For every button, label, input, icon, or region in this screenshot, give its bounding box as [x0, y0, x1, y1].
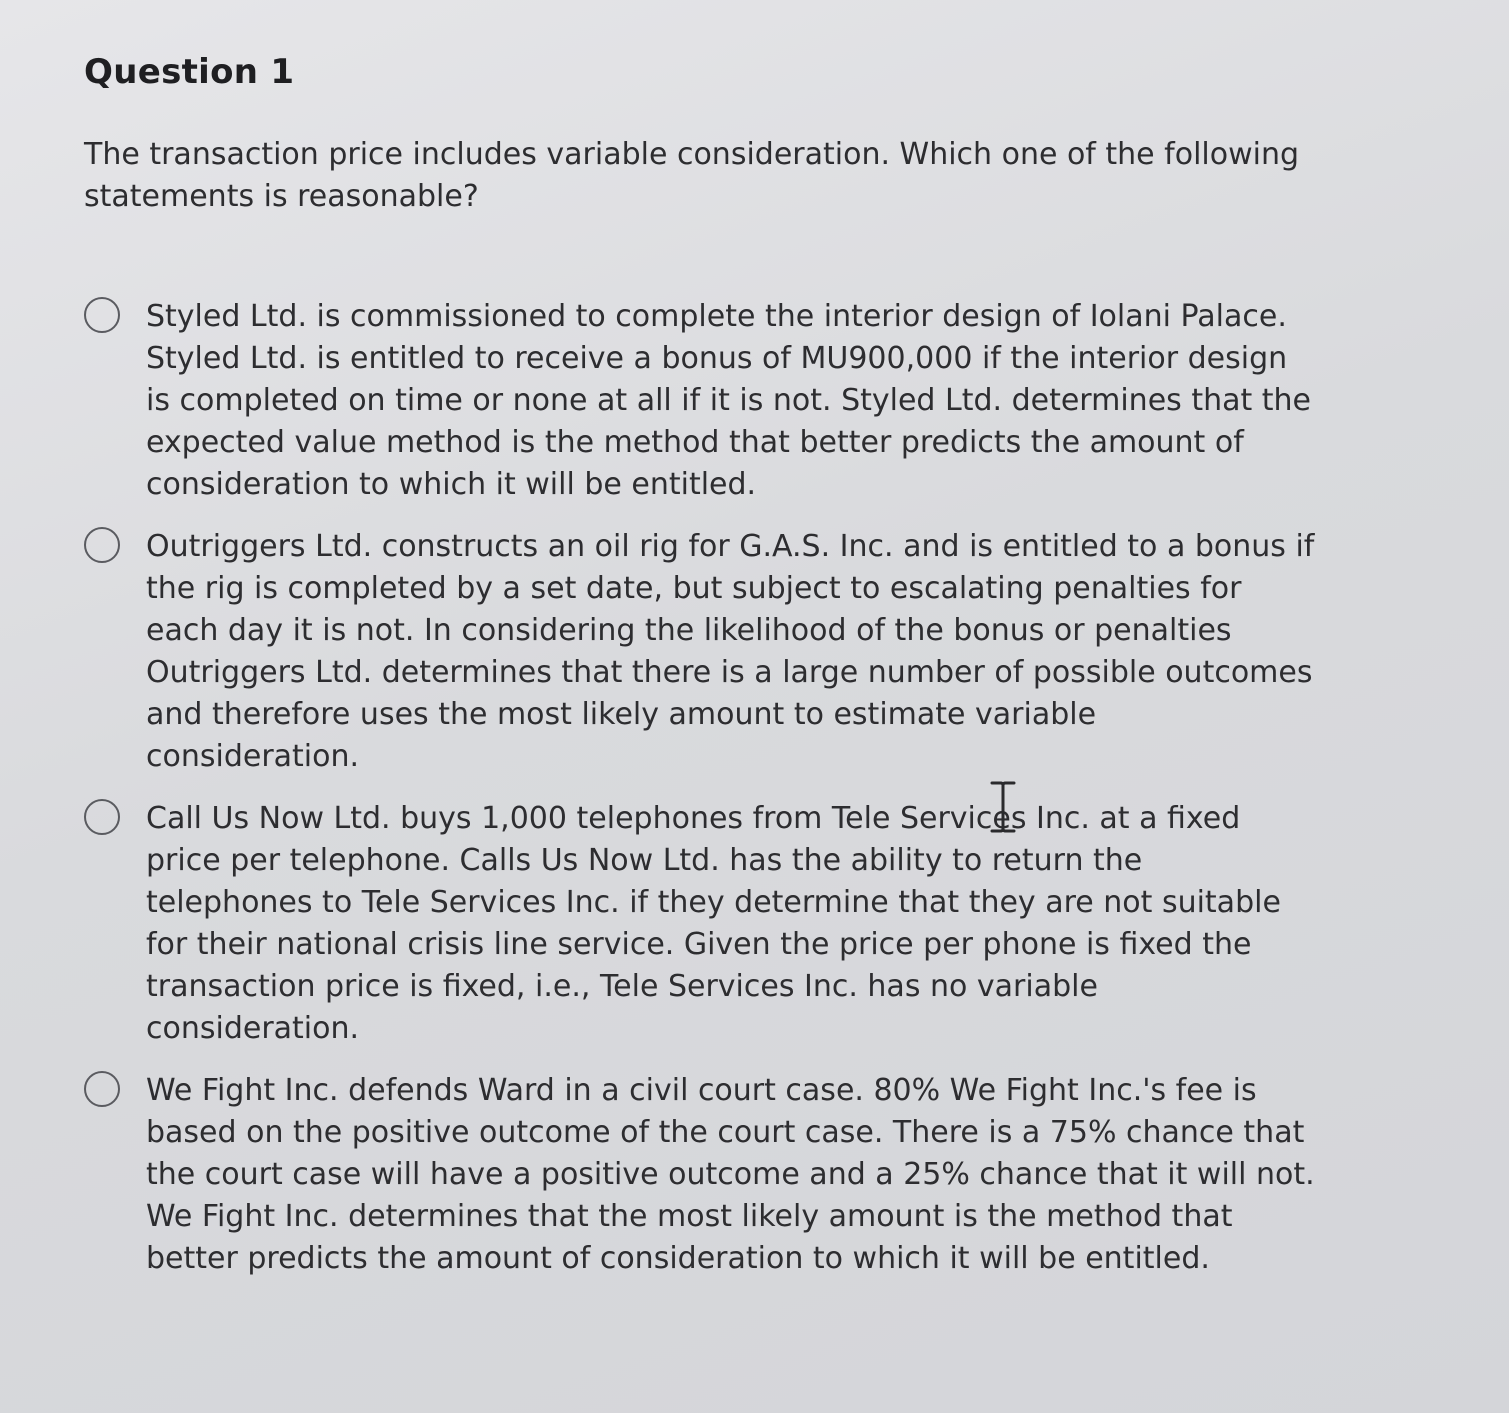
answer-option-text: We Fight Inc. defends Ward in a civil court case. 80% We Fight Inc.'s fee is based on the positive outcome of the court case. There is a 75% chance that the court case will have a positive outcome and a 25% chance that it will not. We Fight Inc. determines that the most likely amount is the method that better predicts the amount of consideration to which it will be entitled.	[146, 1073, 1315, 1276]
answer-option-text: Styled Ltd. is commissioned to complete the interior design of Iolani Palace. Styled Ltd. is entitled to receive a bonus of MU900,000 if the interior design is completed on time or none at all if it is not. Styled Ltd. determines that the expected value method is the method that better predicts the amount of consideration to which it will be entitled.	[146, 299, 1312, 502]
question-prompt: The transaction price includes variable consideration. Which one of the following statements is reasonable?	[84, 137, 1300, 214]
radio-button[interactable]	[84, 527, 120, 563]
answer-option-1[interactable]	[84, 296, 1384, 506]
text-cursor-icon	[988, 780, 1018, 834]
answer-option-text: Outriggers Ltd. constructs an oil rig for G.A.S. Inc. and is entitled to a bonus if the rig is completed by a set date, but subject to escalating penalties for each day it is not. In considering the likelihood of the bonus or penalties Outriggers Ltd. determines that there is a large number of possible outcomes and therefore uses the most likely amount to estimate variable consideration.	[146, 529, 1315, 774]
radio-button[interactable]	[84, 297, 120, 333]
question-title: Question 1	[84, 52, 295, 92]
answer-option-3[interactable]	[84, 798, 1384, 1050]
radio-button[interactable]	[84, 1071, 120, 1107]
radio-button[interactable]	[84, 799, 120, 835]
answer-option-4[interactable]	[84, 1070, 1384, 1280]
answer-option-2[interactable]	[84, 526, 1384, 778]
question-container	[84, 52, 1384, 1300]
answer-options	[84, 296, 1384, 1280]
answer-option-text: Call Us Now Ltd. buys 1,000 telephones from Tele Services Inc. at a fixed price per telephone. Calls Us Now Ltd. has the ability to return the telephones to Tele Services Inc. if they determine that they are not suitable for their national crisis line service. Given the price per phone is fixed the transaction price is fixed, i.e., Tele Services Inc. has no variable consideration.	[146, 801, 1281, 1046]
